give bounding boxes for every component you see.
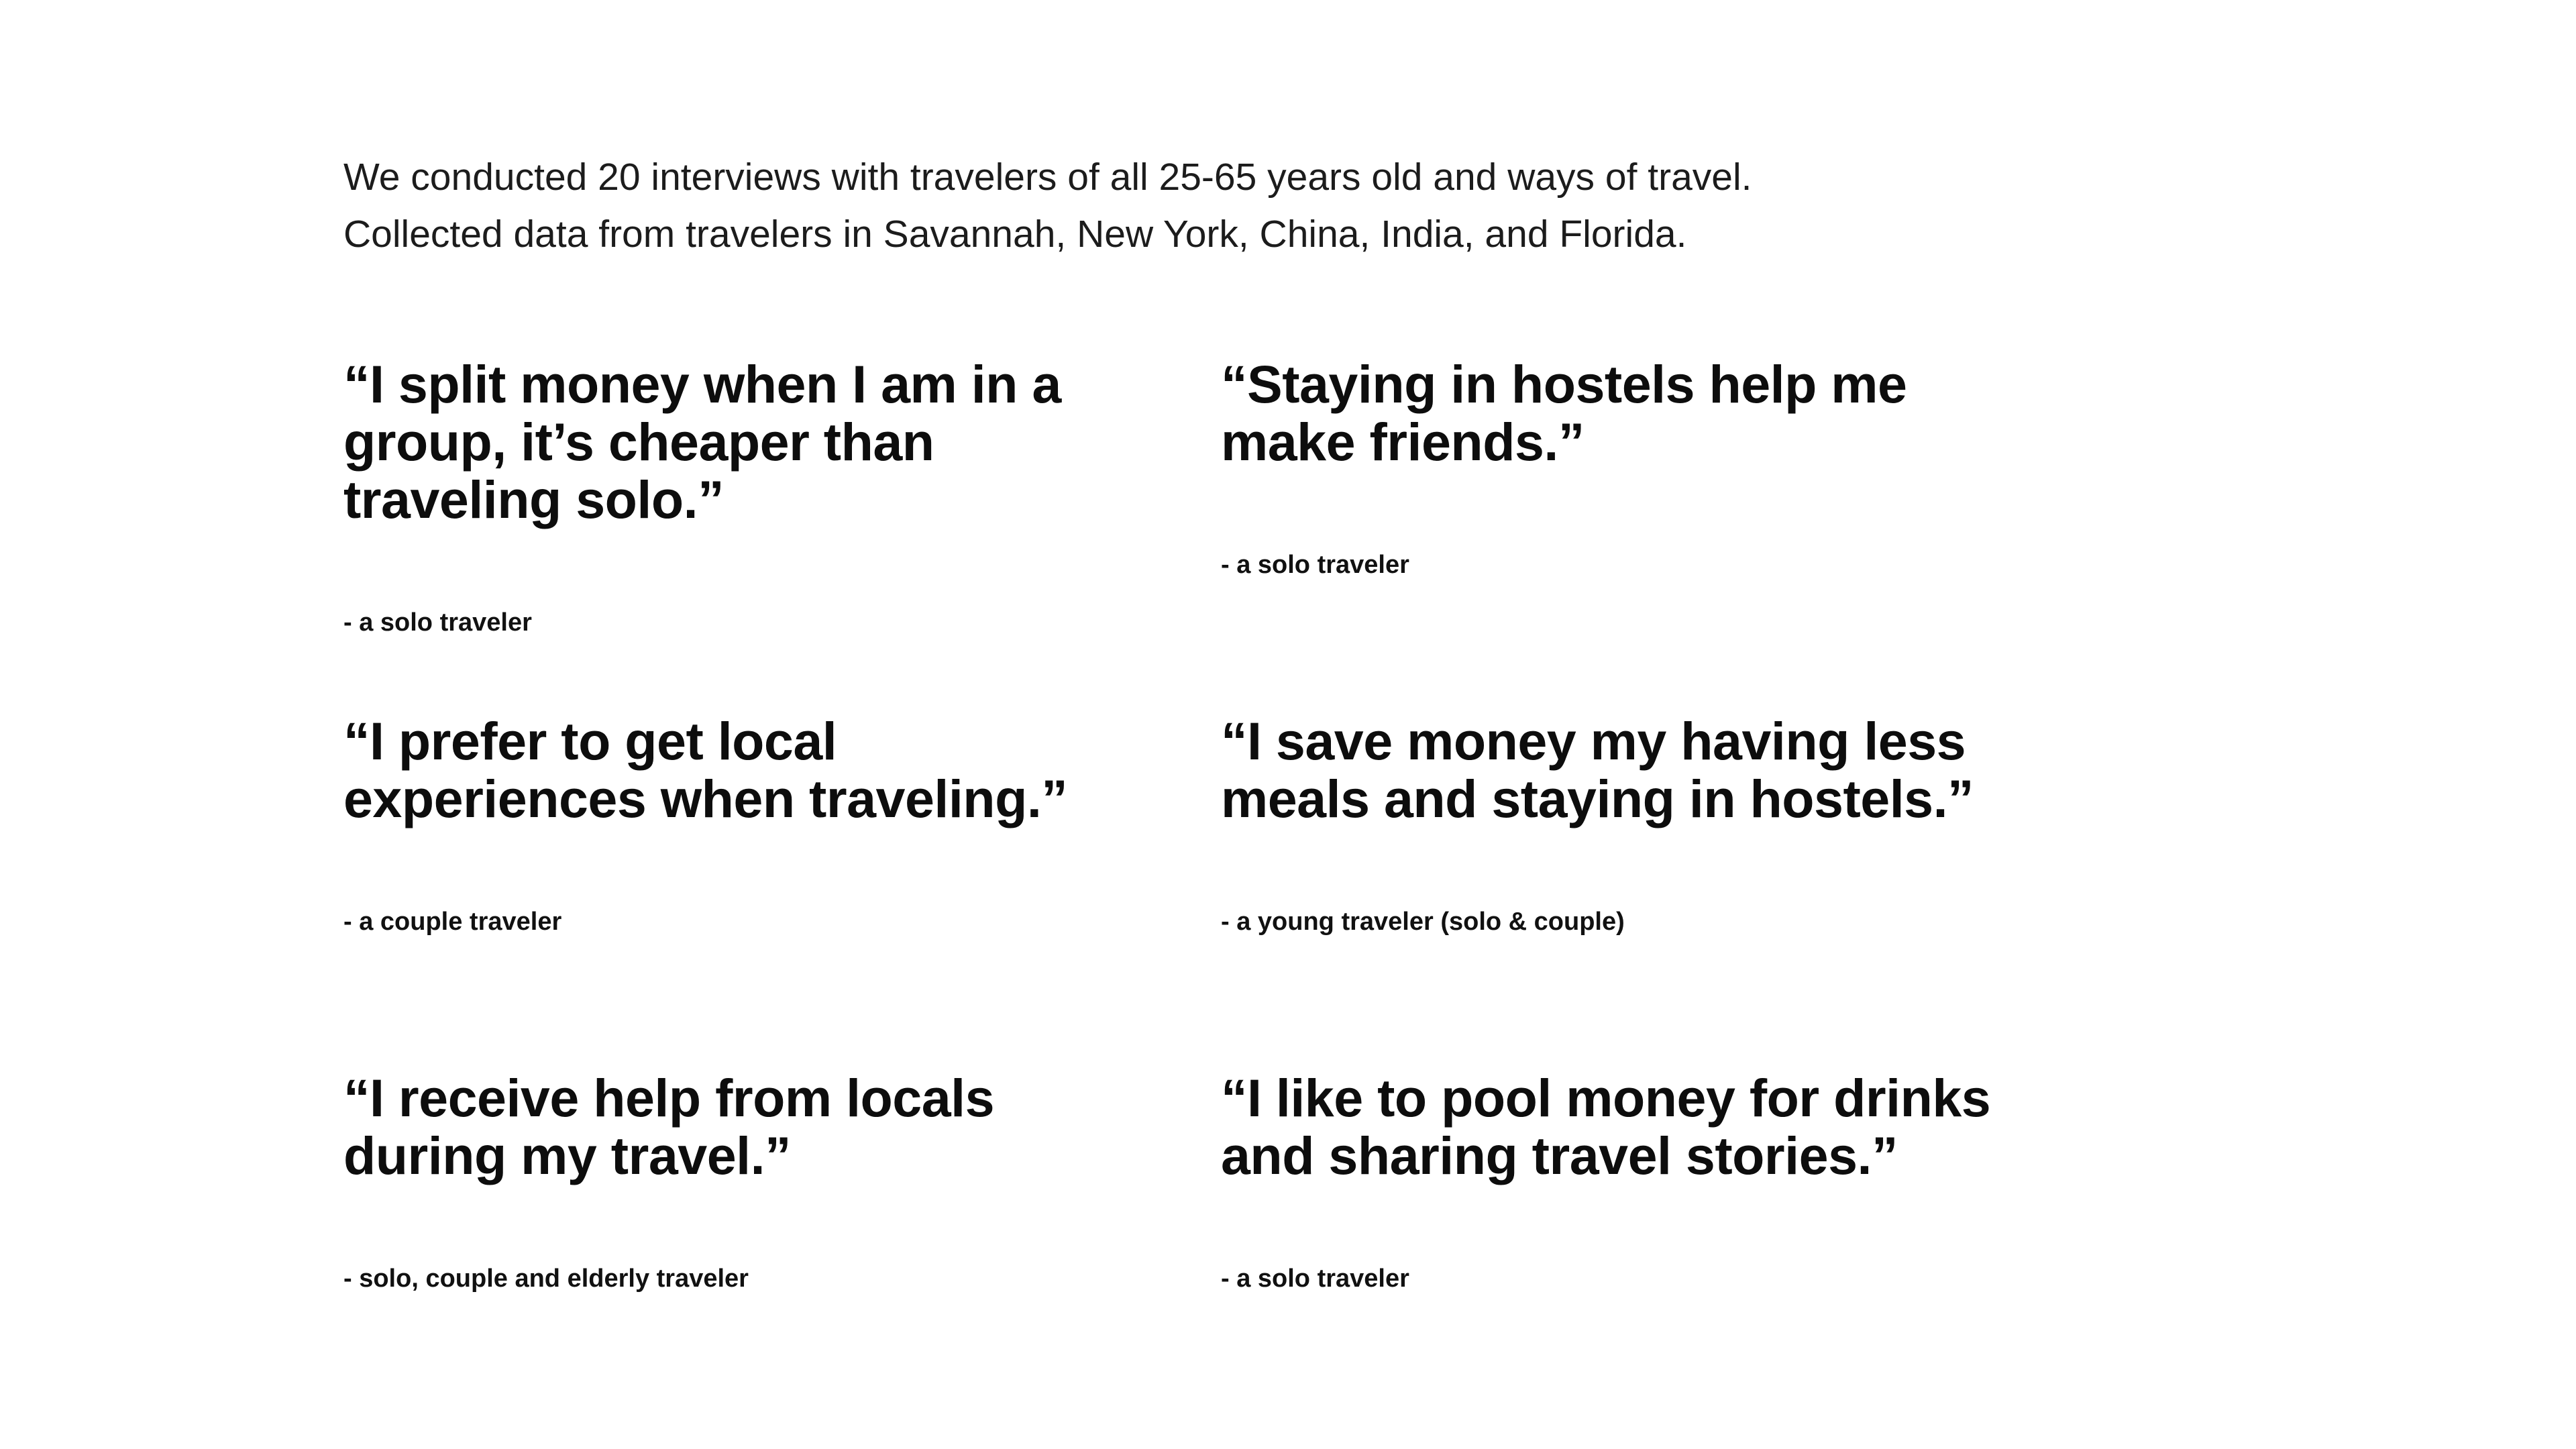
quote-text: “I split money when I am in a group, it’s cheaper than traveling solo.” (343, 354, 1061, 529)
quote-card-hostels-friends (1221, 354, 2012, 579)
quote-text: “I prefer to get local experiences when traveling.” (343, 711, 1068, 828)
quote-text: “I save money my having less meals and staying in hostels.” (1221, 711, 1974, 828)
quote-card-help-from-locals (343, 1068, 1135, 1293)
quote-attribution: - a solo traveler (1221, 1265, 1409, 1293)
quote-card-save-money (1221, 711, 2012, 936)
intro-text (343, 149, 2088, 263)
quote-attribution: - a couple traveler (343, 908, 562, 936)
quote-card-pool-money (1221, 1068, 2012, 1293)
quote-attribution: - a solo traveler (1221, 551, 1409, 579)
quote-attribution: - a solo traveler (343, 608, 532, 637)
intro-line-1: We conducted 20 interviews with travelers of all 25-65 years old and ways of travel. (343, 156, 1752, 199)
quote-card-local-experiences (343, 711, 1135, 936)
quote-attribution: - a young traveler (solo & couple) (1221, 908, 1625, 936)
quote-text: “I like to pool money for drinks and sharing travel stories.” (1221, 1068, 1991, 1185)
quote-text: “Staying in hostels help me make friends.” (1221, 354, 1907, 472)
quote-attribution: - solo, couple and elderly traveler (343, 1265, 749, 1293)
intro-line-2: Collected data from travelers in Savannah, New York, China, India, and Florida. (343, 213, 1687, 256)
quote-text: “I receive help from locals during my travel.” (343, 1068, 995, 1185)
quote-card-split-money (343, 354, 1135, 637)
